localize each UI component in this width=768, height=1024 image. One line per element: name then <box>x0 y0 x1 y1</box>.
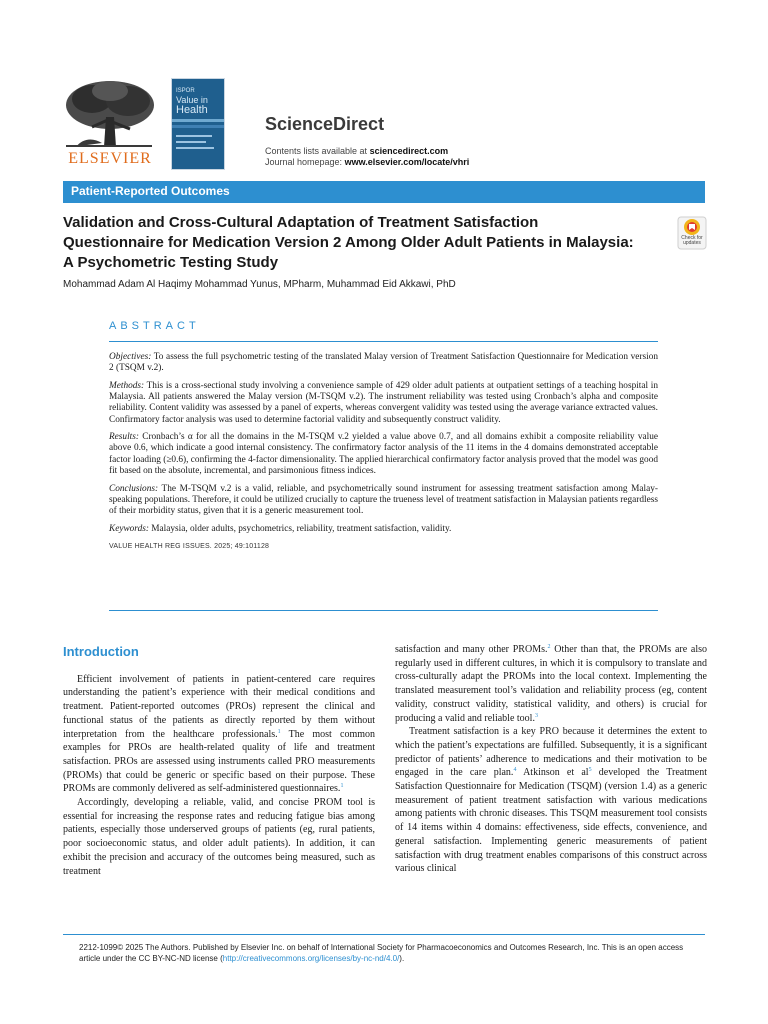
homepage-line <box>265 157 469 167</box>
homepage-label: Journal homepage: <box>265 157 345 167</box>
contents-line <box>265 146 448 156</box>
body-paragraph <box>395 643 707 725</box>
keywords-text: Malaysia, older adults, psychometrics, reliability, treatment satisfaction, validity. <box>148 523 452 534</box>
abstract-heading: ABSTRACT <box>109 320 200 332</box>
contents-label: Contents lists available at <box>265 146 370 156</box>
section-label: Patient-Reported Outcomes <box>71 184 230 198</box>
cover-text-line: Value in <box>176 95 208 105</box>
abstract-keywords <box>109 524 658 535</box>
license-link[interactable]: http://creativecommons.org/licenses/by-nc-nd/4.0/ <box>222 954 400 963</box>
conclusions-label: Conclusions: <box>109 483 159 494</box>
cover-text-line: ISPOR <box>176 88 195 94</box>
license-text: 2212-1099© 2025 The Authors. Published by Elsevier Inc. on behalf of International Society for Pharmacoeconomics and Outcomes Research, Inc. This is an open access article under the CC BY-NC-ND license ( <box>79 943 684 963</box>
abstract-top-rule <box>109 341 658 342</box>
objectives-text: To assess the full psychometric testing of the translated Malay version of Treatment Satisfaction Questionnaire for Medication version 2 (TSQM v.2). <box>109 352 658 374</box>
body-paragraph <box>63 673 375 796</box>
body-column-right <box>395 643 707 876</box>
abstract-conclusions <box>109 484 658 518</box>
reference-link[interactable]: 1 <box>340 783 344 790</box>
paragraph-text: developed the Treatment Satisfaction Questionnaire for Medication (TSQM) (version 1.4) as a generic measurement of patient treatment satisfaction with various medications among patients with chronic diseases. This TSQM measurement tool consists of 14 items within 4 domains: effectiveness, side effects, convenience, and general satisfaction. Implementing generic measurements of patient satisfaction with drug treatment enables comparisons of this construct across various clinical <box>395 767 707 875</box>
reference-link[interactable]: 5 <box>588 767 592 774</box>
check-for-updates-label: Check for updates <box>681 235 703 246</box>
license-footer <box>79 942 699 964</box>
results-text: Cronbach’s α for all the domains in the M-TSQM v.2 yielded a value above 0.7, and all domains exhibit a composite reliability value above 0.6, which indicate a good internal consistency. The confirmatory factor analysis of the 11 items in the 4 domains demonstrated acceptable factor loading (≥0.6), confirming the 4-factor dimensionality. The applied hierarchical confirmatory factor analysis proved that the model was good fit based on the absolute, incremental, and parsimonious fitness indices. <box>109 432 658 476</box>
publisher-name: ELSEVIER <box>68 150 152 167</box>
footer-rule <box>63 934 705 935</box>
journal-homepage-link[interactable]: www.elsevier.com/locate/vhri <box>344 157 470 167</box>
license-end: ). <box>399 954 405 963</box>
body-paragraph <box>63 796 375 878</box>
paragraph-text: Atkinson et al <box>516 767 589 779</box>
paragraph-text: satisfaction and many other PROMs. <box>395 644 548 655</box>
results-label: Results: <box>109 432 139 443</box>
abstract-results <box>109 432 658 477</box>
body-paragraph <box>395 725 707 876</box>
abstract-objectives <box>109 352 658 374</box>
abstract-methods <box>109 381 658 426</box>
reference-link[interactable]: 4 <box>513 767 517 774</box>
sciencedirect-link[interactable]: sciencedirect.com <box>369 146 449 156</box>
abstract-bottom-rule <box>109 610 658 611</box>
body-column-left <box>63 645 375 878</box>
journal-citation: VALUE HEALTH REG ISSUES. 2025; 49:101128 <box>109 543 270 551</box>
paragraph-text: Treatment satisfaction is a key PRO because it determines the extent to which the patient’s expectations are fulfilled. Subsequently, it is a significant predictor of patients’ adherence to medications and their motivation to be engaged in the care plan. <box>395 726 707 779</box>
methods-text: This is a cross-sectional study involving a convenience sample of 429 older adult patients at outpatient settings of a teaching hospital in Malaysia. All patients answered the Malay version (M-TSQM v.2). The instrument reliability was tested using Cronbach’s alpha and composite reliability. Content validity was assessed by a panel of experts, whereas convergent validity was tested using the average variance extracted values. Confirmatory factor analysis was used to determine factorial validity and subsequently construct validity. <box>109 380 658 425</box>
methods-label: Methods: <box>109 380 145 391</box>
paper-title: Validation and Cross-Cultural Adaptation of Treatment Satisfaction Questionnaire for Medication Version 2 Among Older Adult Patients in Malaysia: A Psychometric Testing Study <box>63 214 634 271</box>
paragraph-text: The most common examples for PROs are health-related quality of life and treatment satisfaction. PROs are assessed using instruments called PRO measurements (PROMs) that could be generic or specific based on their purpose. These PROMs are commonly delivered as self-administered questionnaires. <box>63 728 375 795</box>
keywords-label: Keywords: <box>109 523 149 534</box>
conclusions-text: The M-TSQM v.2 is a valid, reliable, and psychometrically sound instrument for assessing treatment satisfaction among Malay-speaking populations. Therefore, it could be utilized crucially to capture the trueness level of treatment satisfaction in Malaysian patients regardless of their morbidity status, given that it is a generic measurement tool. <box>109 483 658 516</box>
sciencedirect-brand[interactable]: ScienceDirect <box>265 114 385 134</box>
reference-link[interactable]: 3 <box>534 712 538 719</box>
paragraph-text: Other than that, the PROMs are also regularly used in different cultures, in which it is compulsory to translate and cross-culturally adapt the PROMs into the local context. Implementing the translated measurement tool’s validation and reliability process (eg, content validity, construct validity, statistical validity, and others) is crucial for producing a valid and reliable tool. <box>395 644 708 724</box>
introduction-heading: Introduction <box>63 644 139 659</box>
objectives-label: Objectives: <box>109 352 152 362</box>
section-bar <box>63 181 705 203</box>
abstract-body <box>109 352 658 553</box>
journal-cover[interactable] <box>171 78 225 170</box>
cover-text-line: Health <box>176 104 208 116</box>
authors: Mohammad Adam Al Haqimy Mohammad Yunus, MPharm, Muhammad Eid Akkawi, PhD <box>63 279 456 290</box>
paragraph-text: Accordingly, developing a reliable, valid, and concise PROM tool is essential for increasing the response rates and reducing fatigue bias among patients, especially those underserved groups of patients (eg, rural patients, poor socioeconomic status, and older adult patients). In addition, it can exhibit the precision and accuracy of the outcomes being measured, such as treatment <box>63 797 375 877</box>
reference-link[interactable]: 1 <box>277 728 281 735</box>
reference-link[interactable]: 2 <box>547 644 551 650</box>
paragraph-text: Efficient involvement of patients in patient-centered care requires understanding the patient’s experience with their medical conditions and treatment. Patient-reported outcomes (PROs) represent the clinical and functional status of the patients as directly reported by them without interpretation from the healthcare professionals. <box>63 673 375 740</box>
